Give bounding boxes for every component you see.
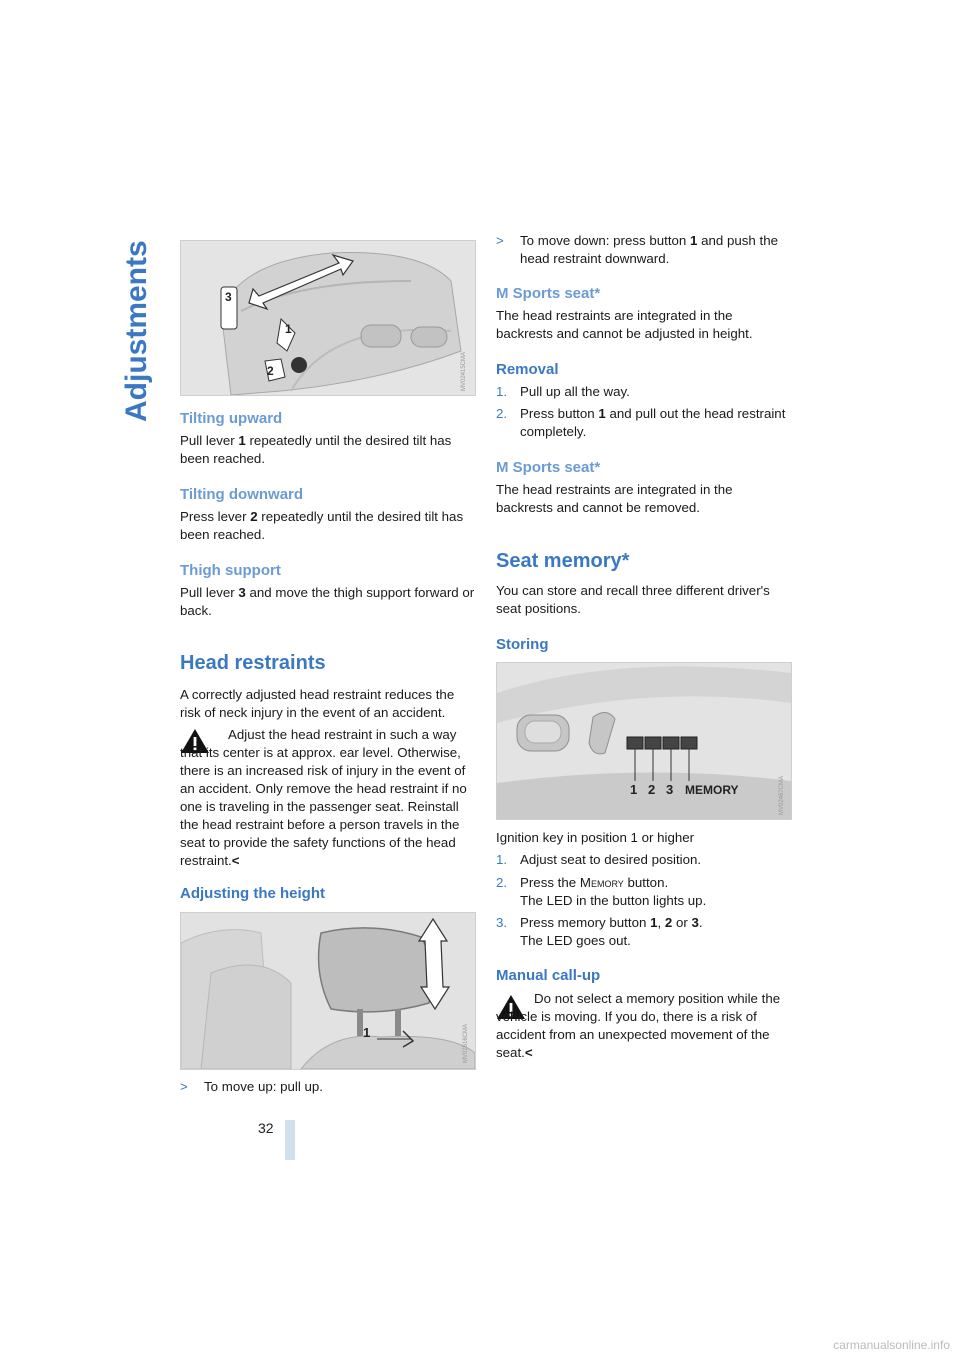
storing-heading: Storing (496, 636, 549, 653)
thigh-support-lever-number: 3 (238, 585, 246, 600)
tilting-upward-heading: Tilting upward (180, 410, 283, 427)
memory-fig-label-3: 3 (666, 782, 674, 797)
storing-step-2-line2: The LED in the button lights up. (520, 893, 707, 908)
storing-step-2-text (520, 874, 792, 910)
head-restraints-heading: Head restraints (180, 652, 326, 674)
storing-step-3-line2: The LED goes out. (520, 933, 631, 948)
head-restraint-figure (180, 912, 476, 1070)
storing-step-3-b3: 3 (691, 915, 699, 930)
fig1-code: MV02415CMA (461, 351, 467, 391)
watermark: carmanualsonline.info (833, 1338, 950, 1352)
storing-step-3-b2: 2 (664, 915, 673, 930)
storing-step-3-b1: 1 (650, 915, 658, 930)
removal-step-2-button-number: 1 (598, 406, 606, 421)
memory-fig-label-memory: MEMORY (685, 783, 739, 797)
storing-step-1-text: Adjust seat to desired position. (520, 852, 702, 867)
storing-step-2 (496, 874, 792, 910)
storing-step-3-text-post: . (698, 915, 703, 930)
seat-memory-heading: Seat memory* (496, 550, 630, 572)
thigh-support-heading: Thigh support (180, 562, 281, 579)
head-restraints-warning-text: Adjust the head restraint in such a way that its center is at approx. ear level. Otherwise, there is an increased risk of injury in the event of an accident. Only remove the head restraint if no one is traveling in the passenger seat. Reinstall the head restraint before a person travels in the seat to provide the safety functions of the head restraint. (180, 727, 467, 868)
storing-step-1-number: 1. (496, 852, 508, 867)
head-restraints-intro: A correctly adjusted head restraint reduces the risk of neck injury in the event of an accident. (180, 687, 455, 720)
storing-step-2-text-post: button. (623, 875, 669, 890)
removal-heading: Removal (496, 361, 559, 378)
memory-fig-label-1: 1 (630, 782, 638, 797)
adjusting-height-heading: Adjusting the height (180, 885, 325, 902)
manual-call-up-end-mark: < (524, 1045, 533, 1060)
thigh-support-text-pre: Pull lever (180, 585, 239, 600)
tilting-downward-text (180, 508, 476, 544)
move-down-marker: > (496, 233, 504, 248)
memory-button-name: Memory (579, 875, 624, 890)
memory-fig-label-2: 2 (648, 782, 656, 797)
head-restraints-warning (180, 726, 476, 870)
tilting-upward-text (180, 432, 476, 468)
fig2-label-1: 1 (363, 1025, 371, 1040)
move-down-text (520, 232, 792, 268)
storing-step-3-sep1: , (657, 915, 665, 930)
removal-step-2-text-pre: Press button (520, 406, 599, 421)
tilting-downward-lever-number: 2 (250, 509, 258, 524)
tilting-downward-text-pre: Press lever (180, 509, 251, 524)
manual-call-up-warning (496, 990, 792, 1062)
removal-step-2-number: 2. (496, 406, 508, 421)
removal-step-1-text: Pull up all the way. (520, 384, 630, 399)
m-sports-seat-heading-1: M Sports seat* (496, 285, 601, 302)
removal-step-2-text-post: and pull out the head restraint completely. (520, 406, 786, 439)
m-sports-seat-text-1: The head restraints are integrated in the backrests and cannot be adjusted in height. (496, 308, 753, 341)
page-number: 32 (258, 1120, 274, 1136)
m-sports-seat-text-2: The head restraints are integrated in the backrests and cannot be removed. (496, 482, 733, 515)
move-down-button-number: 1 (690, 233, 698, 248)
manual-call-up-heading: Manual call-up (496, 967, 601, 984)
move-down-text-pre: To move down: press button (520, 233, 690, 248)
m-sports-seat-heading-2: M Sports seat* (496, 459, 601, 476)
move-up-marker: > (180, 1079, 188, 1094)
manual-call-up-warning-text: Do not select a memory position while the vehicle is moving. If you do, there is a risk of accident from an unexpected movement of the seat. (496, 991, 781, 1060)
storing-step-3-number: 3. (496, 915, 508, 930)
fig3-code: MV02467CMA (779, 775, 785, 815)
page-marker-bar (285, 1120, 295, 1160)
section-title-vertical (114, 226, 154, 426)
fig1-label-2: 2 (267, 364, 274, 378)
tilting-upward-text-pre: Pull lever (180, 433, 239, 448)
move-down-text-post: and push the head restraint downward. (520, 233, 778, 266)
tilting-downward-text-post: repeatedly until the desired tilt has been reached. (180, 509, 464, 542)
thigh-support-text-post: and move the thigh support forward or back. (180, 585, 475, 618)
tilting-upward-lever-number: 1 (238, 433, 246, 448)
tilting-downward-heading: Tilting downward (180, 486, 304, 503)
fig1-label-1: 1 (285, 322, 292, 336)
memory-buttons-figure (496, 662, 792, 820)
storing-step-3 (496, 914, 792, 950)
storing-step-3-text-pre: Press memory button (520, 915, 651, 930)
thigh-support-text (180, 584, 476, 620)
move-up-text: To move up: pull up. (204, 1079, 324, 1094)
section-title-text: Adjustments (120, 240, 153, 422)
ignition-text: Ignition key in position 1 or higher (496, 830, 695, 845)
removal-step-2-text (520, 405, 792, 441)
storing-step-2-number: 2. (496, 875, 508, 890)
tilting-upward-text-post: repeatedly until the desired tilt has been reached. (180, 433, 452, 466)
seat-controls-figure (180, 240, 476, 396)
fig1-label-3: 3 (225, 290, 232, 304)
seat-memory-text: You can store and recall three different driver's seat positions. (496, 583, 770, 616)
move-down-bullet (496, 232, 792, 268)
removal-step-1-number: 1. (496, 384, 508, 399)
fig2-code: MV02516CMA (463, 1023, 469, 1063)
storing-step-3-text (520, 914, 792, 950)
storing-step-2-text-pre: Press the (520, 875, 580, 890)
head-restraints-end-mark: < (231, 853, 240, 868)
storing-step-3-sep2: or (672, 915, 692, 930)
